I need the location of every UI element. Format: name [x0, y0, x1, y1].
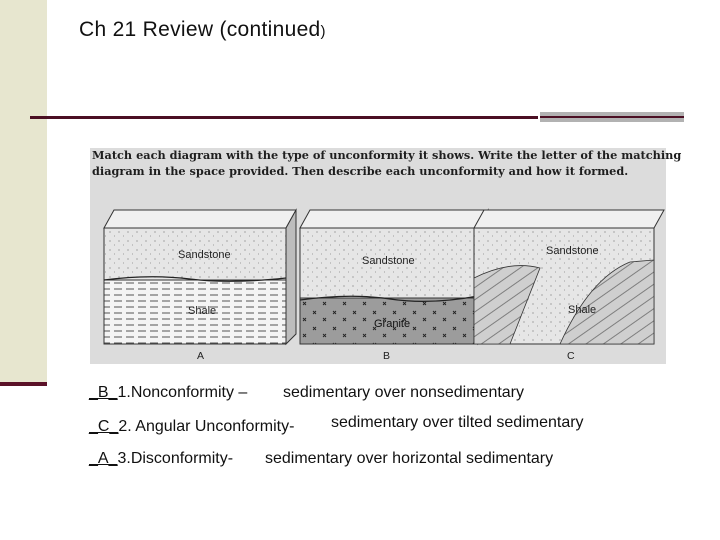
- panel-b-letter: B: [383, 350, 391, 362]
- answer-item-2: [89, 418, 294, 436]
- panel-c-letter: C: [567, 350, 575, 362]
- panel-c-top-label: Sandstone: [546, 245, 599, 257]
- panel-c-bottom-label: Shale: [568, 304, 597, 316]
- panel-b-top-label: Sandstone: [362, 255, 415, 267]
- title-divider-extension: [540, 116, 684, 118]
- answer-3-label: 3.Disconformity-: [117, 450, 234, 467]
- answer-1-blank: _B_: [89, 384, 118, 401]
- unconformity-diagrams: [90, 148, 666, 364]
- slide-title-paren: ): [320, 23, 326, 40]
- answer-2-description: sedimentary over tilted sedimentary: [331, 414, 584, 431]
- diagram-a: [104, 210, 296, 344]
- figure-instruction-line-1: Match each diagram with the type of unconformity it shows. Write the letter of the matching: [92, 148, 682, 162]
- panel-a-bottom-label: Shale: [188, 305, 217, 317]
- figure-instruction-line-2: diagram in the space provided. Then describe each unconformity and how it formed.: [92, 164, 629, 178]
- left-accent-band: [0, 0, 47, 384]
- answer-3-blank: _A_: [89, 450, 118, 467]
- panel-a-top-label: Sandstone: [178, 249, 231, 261]
- panel-a-letter: A: [197, 350, 205, 362]
- answer-item-3: [89, 450, 233, 468]
- answer-3-description: sedimentary over horizontal sedimentary: [265, 450, 554, 467]
- answer-1-label: 1.Nonconformity –: [117, 384, 248, 401]
- unconformity-figure: [90, 148, 682, 364]
- title-divider: [30, 116, 538, 119]
- diagram-c: [474, 210, 664, 344]
- answer-1-description: sedimentary over nonsedimentary: [283, 384, 525, 401]
- slide-title-text: Ch 21 Review (continued: [79, 18, 321, 41]
- left-accent-bar: [0, 382, 47, 386]
- panel-b-bottom-label: Granite: [374, 318, 411, 330]
- slide-title: [79, 18, 326, 42]
- answer-2-label: 2. Angular Unconformity-: [118, 418, 295, 435]
- answer-2-blank: _C_: [89, 418, 119, 435]
- answer-item-1: [89, 384, 247, 402]
